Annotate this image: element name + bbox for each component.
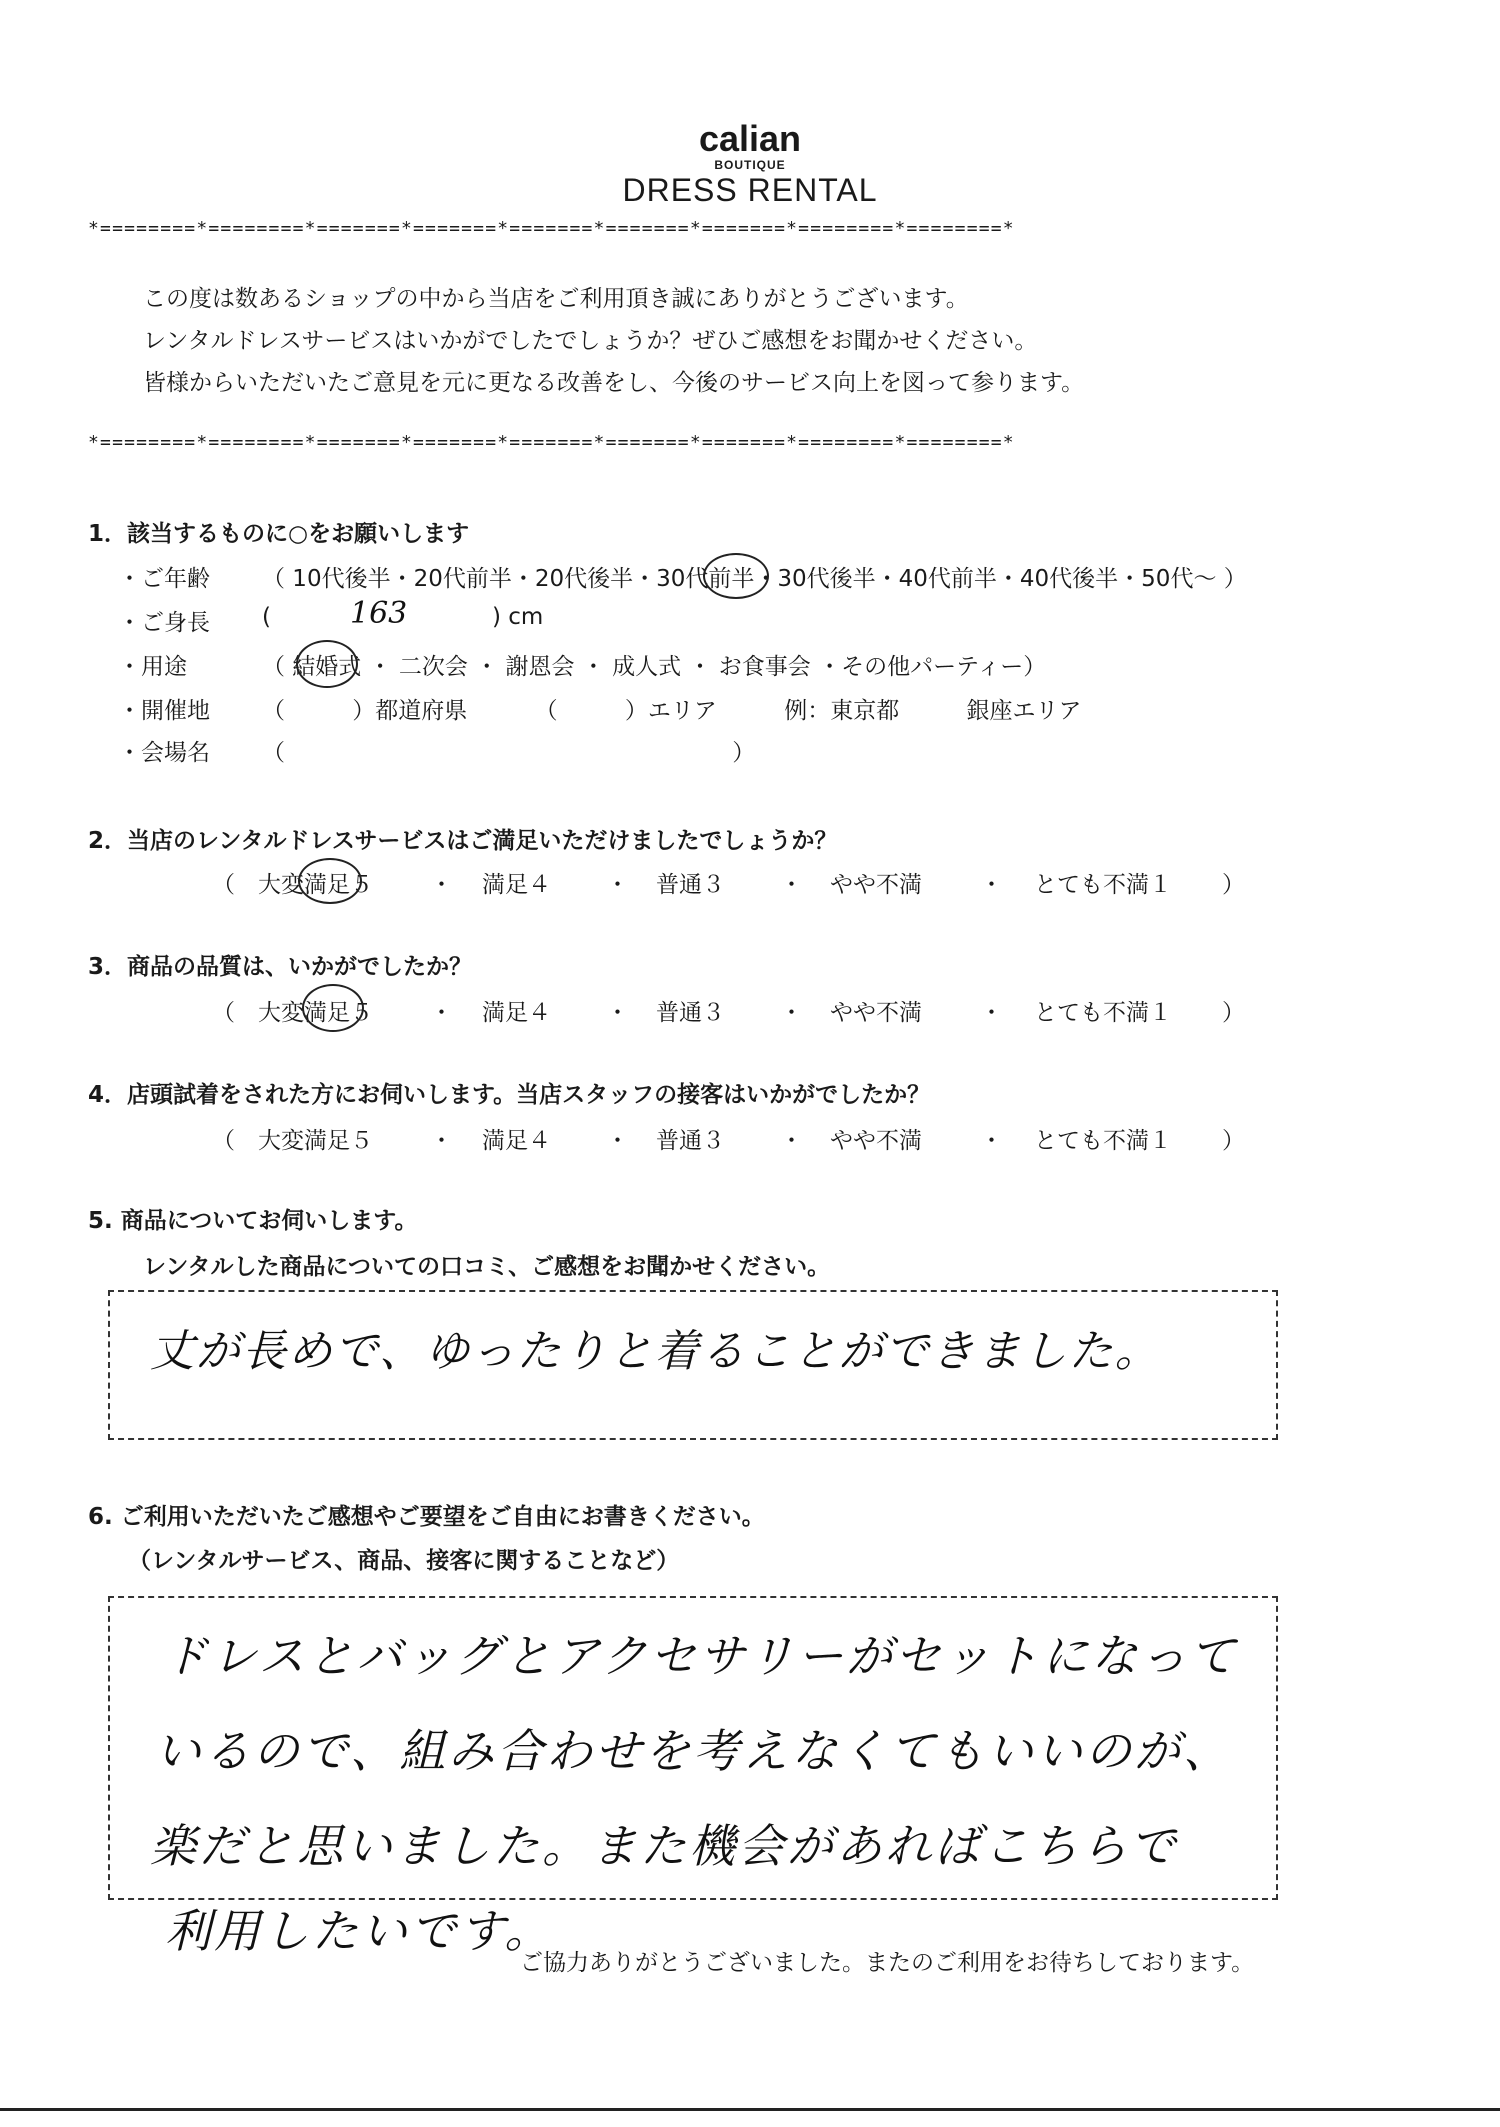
scale-very-satisfied: 大変満足５ (258, 1000, 373, 1026)
q1-title: 1．該当するものに○をお願いします (88, 521, 470, 547)
q5-title: 5. 商品についてお伺いします。 (88, 1208, 418, 1234)
height-open-paren: ( (262, 604, 271, 630)
bottom-rule (0, 2108, 1500, 2111)
q3-selection-circle (302, 984, 364, 1032)
q6-title: 6. ご利用いただいたご感想やご要望をご自由にお書きください。 (88, 1504, 765, 1530)
q2-title: 2．当店のレンタルドレスサービスはご満足いただけましたでしょうか？ (88, 828, 838, 854)
q4-title: 4．店頭試着をされた方にお伺いします。当店スタッフの接客はいかがでしたか？ (88, 1082, 931, 1108)
scale-dot: ・ (980, 872, 1003, 898)
location-label: ・開催地 (118, 698, 210, 724)
scale-normal: 普通３ (656, 1000, 725, 1026)
scale-open: （ (212, 872, 235, 898)
q3-title: 3．商品の品質は、いかがでしたか？ (88, 954, 473, 980)
scale-slightly-unsatisfied: やや不満 (830, 1000, 922, 1026)
age-label: ・ご年齢 (118, 566, 210, 592)
age-selection-circle (703, 553, 769, 599)
scale-satisfied: 満足４ (482, 1128, 551, 1154)
intro-line-3: 皆様からいただいたご意見を元に更なる改善をし、今後のサービス向上を図って参ります。 (143, 370, 1085, 396)
scale-very-unsatisfied: とても不満１ (1034, 872, 1172, 898)
scale-open: （ (212, 1000, 235, 1026)
scale-very-satisfied: 大変満足５ (258, 872, 373, 898)
scale-very-unsatisfied: とても不満１ (1034, 1128, 1172, 1154)
scale-dot: ・ (606, 1000, 629, 1026)
scale-dot: ・ (780, 872, 803, 898)
scale-normal: 普通３ (656, 1128, 725, 1154)
age-options: （ 10代後半・20代前半・20代後半・30代前半・30代後半・40代前半・40代後半・50代～ ） (262, 566, 1247, 592)
separator-bottom: *========*========*=======*=======*=======*=======*=======*========*========* (88, 432, 1015, 453)
intro-line-2: レンタルドレスサービスはいかがでしたでしょうか？ぜひご感想をお聞かせください。 (143, 328, 1038, 354)
scale-slightly-unsatisfied: やや不満 (830, 1128, 922, 1154)
scale-dot: ・ (780, 1128, 803, 1154)
q6-handwritten-line-3: 楽だと思いました。また機会があればこちらで (150, 1819, 1179, 1873)
scale-dot: ・ (980, 1000, 1003, 1026)
purpose-options: （ 結婚式 ・ 二次会 ・ 謝恩会 ・ 成人式 ・ お食事会 ・その他パーティー） (262, 654, 1047, 680)
scale-very-unsatisfied: とても不満１ (1034, 1000, 1172, 1026)
purpose-selection-circle (296, 640, 358, 688)
scale-close: ） (1222, 872, 1245, 898)
closing-message: ご協力ありがとうございました。またのご利用をお待ちしております。 (520, 1950, 1255, 1976)
location-line (262, 692, 1082, 725)
q5-handwritten-answer: 丈が長めで、ゆったりと着ることができました。 (150, 1326, 1161, 1377)
scale-dot: ・ (430, 1128, 453, 1154)
scale-normal: 普通３ (656, 872, 725, 898)
scale-dot: ・ (606, 1128, 629, 1154)
brand-logo-sub: BOUTIQUE (714, 158, 786, 172)
height-label: ・ご身長 (118, 610, 210, 636)
scale-dot: ・ (980, 1128, 1003, 1154)
form-title: DRESS RENTAL (622, 172, 878, 208)
scale-close: ） (1222, 1000, 1245, 1026)
q2-selection-circle (298, 858, 362, 904)
q5-subtitle: レンタルした商品についての口コミ、ご感想をお聞かせください。 (143, 1254, 831, 1280)
scale-very-satisfied: 大変満足５ (258, 1128, 373, 1154)
height-value: 163 (350, 596, 408, 631)
scale-dot: ・ (430, 872, 453, 898)
scale-dot: ・ (780, 1000, 803, 1026)
q6-subtitle: （レンタルサービス、商品、接客に関することなど） (128, 1548, 680, 1574)
brand-logo-name: calian (698, 118, 802, 159)
intro-line-1: この度は数あるショップの中から当店をご利用頂き誠にありがとうございます。 (143, 286, 969, 312)
venue-label: ・会場名 (118, 740, 210, 766)
purpose-label: ・用途 (118, 654, 187, 680)
location-text: （ ）都道府県 （ ）エリア 例：東京都 銀座エリア (262, 698, 1082, 724)
q6-handwritten-line-4: 利用したいです。 (165, 1904, 554, 1958)
q6-handwritten-line-1: ドレスとバッグとアクセサリーがセットになって (162, 1629, 1239, 1683)
scale-slightly-unsatisfied: やや不満 (830, 872, 922, 898)
separator-top: *========*========*=======*=======*=======*=======*=======*========*========* (88, 218, 1015, 239)
scale-dot: ・ (606, 872, 629, 898)
scale-satisfied: 満足４ (482, 872, 551, 898)
q6-handwritten-line-2: いるので、組み合わせを考えなくてもいいのが、 (155, 1724, 1233, 1778)
scale-satisfied: 満足４ (482, 1000, 551, 1026)
height-unit: ) cm (492, 604, 544, 630)
venue-line: （ ） (262, 740, 756, 766)
scale-dot: ・ (430, 1000, 453, 1026)
scale-open: （ (212, 1128, 235, 1154)
scale-close: ） (1222, 1128, 1245, 1154)
